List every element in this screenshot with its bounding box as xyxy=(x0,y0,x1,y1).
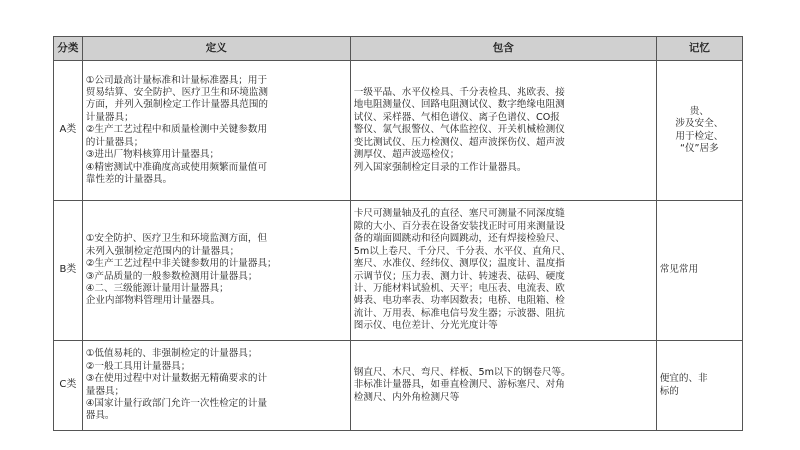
memory-line: “仪”居多 xyxy=(679,142,719,154)
definition-line: 量器具； xyxy=(85,385,125,397)
includes-line: 一级平晶、水平仪检具、千分表检具、兆欧表、接 xyxy=(353,87,565,99)
definition-line: 计量器具； xyxy=(85,111,134,123)
memory-line: 贵、 xyxy=(689,105,709,117)
includes-line: 变比测试仪、压力检测仪、超声波探伤仪、超声波 xyxy=(353,136,565,148)
definition-line: ②生产工艺过程中和质量检测中关键参数用 xyxy=(85,124,268,136)
definition-line: 靠性差的计量器具。 xyxy=(85,173,173,185)
definition-cell xyxy=(82,201,350,341)
header-memory: 记忆 xyxy=(656,37,742,61)
includes-line: 姆表、电功率表、功率因数表；电桥、电阻箱、检 xyxy=(353,295,565,307)
includes-line: 图示仪、电位差计、分光光度计等 xyxy=(353,320,498,332)
includes-line: 隙的大小、百分表在设备安装找正时可用来测量设 xyxy=(353,220,565,232)
header-definition: 定义 xyxy=(82,37,350,61)
header-includes: 包含 xyxy=(350,37,656,61)
includes-cell xyxy=(350,341,656,431)
category-cell: A类 xyxy=(54,61,83,201)
includes-line: 钢直尺、木尺、弯尺、样板、5m以下的钢卷尺等。 xyxy=(353,366,571,378)
includes-line: 计、万能材料试验机、天平；电压表、电流表、欧 xyxy=(353,282,565,294)
definition-line: ③进出厂物料核算用计量器具； xyxy=(85,149,220,161)
includes-line: 警仪、氯气报警仪、气体监控仪、开关机械检测仪 xyxy=(353,124,565,136)
definition-cell xyxy=(82,341,350,431)
memory-line: 常见常用 xyxy=(659,264,699,276)
includes-cell xyxy=(350,61,656,201)
memory-line: 便宜的、非 xyxy=(659,373,708,385)
definition-line: ③在使用过程中对计量数据无精确要求的计 xyxy=(85,373,268,385)
definition-line: 未列入强制检定范围内的计量器具； xyxy=(85,245,240,257)
includes-line: 卡尺可测量轴及孔的直径、塞尺可测量不同深度缝 xyxy=(353,208,565,220)
includes-line: 列入国家强制检定目录的工作计量器具。 xyxy=(353,161,527,173)
includes-line: 备的端面圆跳动和径向圆跳动，还有焊接检验尺、 xyxy=(353,233,565,245)
memory-line: 标的 xyxy=(659,385,679,397)
memory-cell xyxy=(656,341,742,431)
definition-line: ①低值易耗的、非强制检定的计量器具； xyxy=(85,348,258,360)
memory-cell xyxy=(656,201,742,341)
definition-line: 的计量器具； xyxy=(85,136,144,148)
table-row-a xyxy=(54,61,743,201)
includes-line: 塞尺、水准仪、经纬仪、测厚仪；温度计、温度指 xyxy=(353,258,565,270)
table-row-c xyxy=(54,341,743,431)
definition-line: ②生产工艺过程中非关键参数用的计量器具； xyxy=(85,258,277,270)
includes-line: 流计、万用表、标准电信号发生器；示波器、阻抗 xyxy=(353,307,565,319)
includes-line: 地电阻测量仪、回路电阻测试仪、数字绝缘电阻测 xyxy=(353,99,565,111)
header-category: 分类 xyxy=(54,37,83,61)
table-header-row xyxy=(54,37,743,61)
includes-line: 试仪、采样器、气相色谱仪、离子色谱仪、CO报 xyxy=(353,111,560,123)
memory-line: 用于检定、 xyxy=(675,130,724,142)
definition-line: ②一般工具用计量器具； xyxy=(85,360,191,372)
category-cell: B类 xyxy=(54,201,83,341)
includes-line: 检测尺、内外角检测尺等 xyxy=(353,391,460,403)
definition-line: 贸易结算、安全防护、医疗卫生和环境监测 xyxy=(85,87,269,99)
includes-line: 5m以上卷尺、千分尺、千分表、水平仪、直角尺、 xyxy=(353,245,571,257)
definition-line: ④二、三级能源计量用计量器具； xyxy=(85,282,229,294)
includes-line: 示调节仪；压力表、测力计、转速表、砝码、硬度 xyxy=(353,270,565,282)
includes-cell xyxy=(350,201,656,341)
definition-cell xyxy=(82,61,350,201)
definition-line: ④国家计量行政部门允许一次性检定的计量 xyxy=(85,397,268,409)
definition-line: ④精密测试中准确度高或使用频繁而量值可 xyxy=(85,161,268,173)
definition-line: 企业内部物料管理用计量器具。 xyxy=(85,295,221,307)
definition-line: ①公司最高计量标准和计量标准器具；用于 xyxy=(85,74,268,86)
definition-line: ①安全防护、医疗卫生和环境监测方面，但 xyxy=(85,233,268,245)
memory-line: 涉及安全、 xyxy=(675,118,724,130)
includes-line: 非标准计量器具，如垂直检测尺、游标塞尺、对角 xyxy=(353,379,565,391)
table-row-b xyxy=(54,201,743,341)
category-cell: C类 xyxy=(54,341,83,431)
definition-line: 方面，并列入强制检定工作计量器具范围的 xyxy=(85,99,269,111)
definition-line: ③产品质量的一般参数检测用计量器具； xyxy=(85,270,258,282)
includes-line: 测厚仪、超声波巡检仪； xyxy=(353,149,460,161)
definition-line: 器具。 xyxy=(85,410,115,422)
memory-cell xyxy=(656,61,742,201)
metrology-classification-table xyxy=(53,36,743,431)
